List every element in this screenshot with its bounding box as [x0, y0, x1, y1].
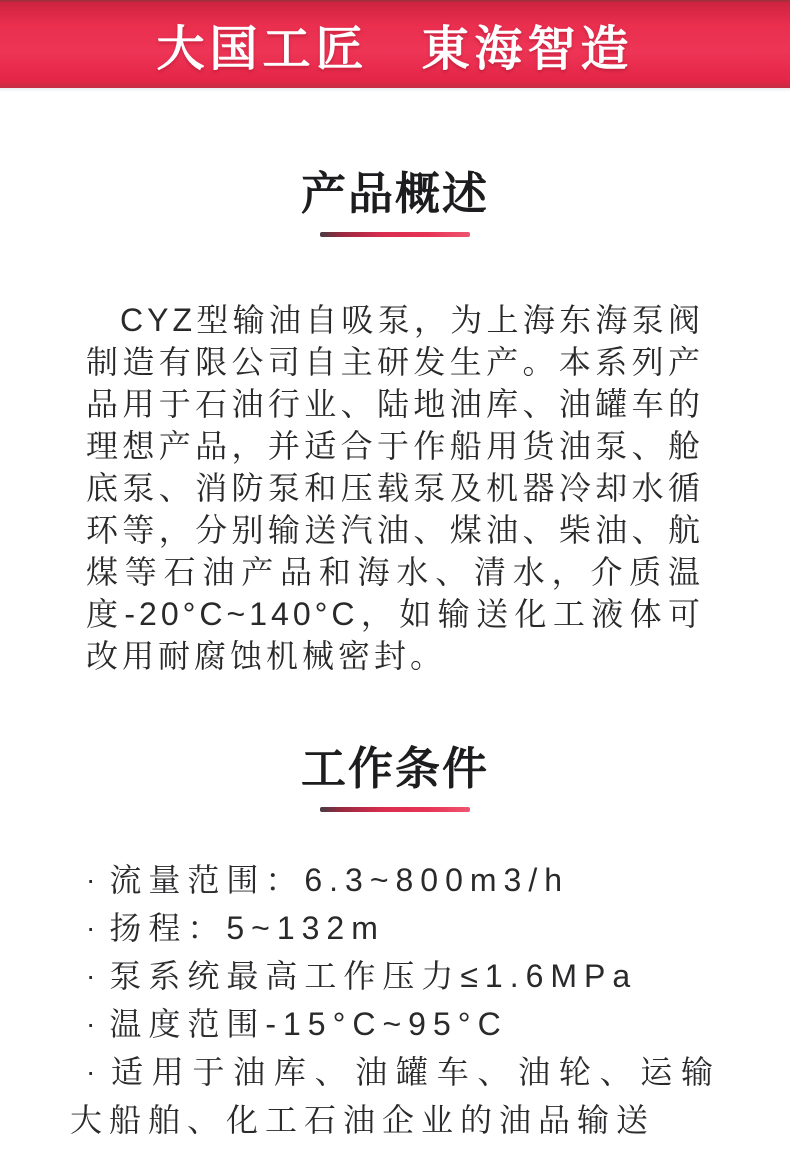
- bullet-dot-icon: ·: [86, 1008, 96, 1039]
- condition-item-text: 温度范围-15°C~95°C: [109, 1006, 508, 1042]
- banner-title: 大国工匠 東海智造: [156, 22, 634, 76]
- section-working-conditions: [0, 677, 790, 1144]
- bullet-dot-icon: ·: [86, 912, 96, 943]
- section-product-overview: [0, 92, 790, 677]
- condition-item-text: 流量范围：6.3~800m3/h: [109, 862, 570, 898]
- condition-item-applications: [70, 1048, 720, 1144]
- working-conditions-list: [0, 856, 790, 1144]
- condition-item-head: [70, 904, 720, 952]
- working-conditions-heading-underline: [320, 807, 470, 812]
- working-conditions-heading: 工作条件: [300, 743, 489, 794]
- overview-paragraph: CYZ型输油自吸泵，为上海东海泵阀制造有限公司自主研发生产。本系列产品用于石油行业、陆地油库、油罐车的理想产品，并适合于作船用货油泵、舱底泵、消防泵和压载泵及机器冷却水循环等，分别输送汽油、煤油、柴油、航煤等石油产品和海水、清水，介质温度-20°C~140°C，如输送化工液体可改用耐腐蚀机械密封。: [86, 302, 704, 674]
- condition-item-text: 扬程：5~132m: [109, 910, 385, 946]
- overview-heading: 产品概述: [300, 168, 489, 219]
- overview-heading-underline: [320, 232, 470, 237]
- bullet-dot-icon: ·: [86, 864, 96, 895]
- condition-item-max-pressure: [70, 952, 720, 1000]
- condition-item-flow-range: [70, 856, 720, 904]
- condition-item-text: 适用于油库、油罐车、油轮、运输大船舶、化工石油企业的油品输送: [70, 1054, 720, 1138]
- bullet-dot-icon: ·: [86, 960, 96, 991]
- top-banner: [0, 0, 790, 88]
- condition-item-temp-range: [70, 1000, 720, 1048]
- bullet-dot-icon: ·: [86, 1056, 96, 1087]
- condition-item-text: 泵系统最高工作压力≤1.6MPa: [109, 958, 638, 994]
